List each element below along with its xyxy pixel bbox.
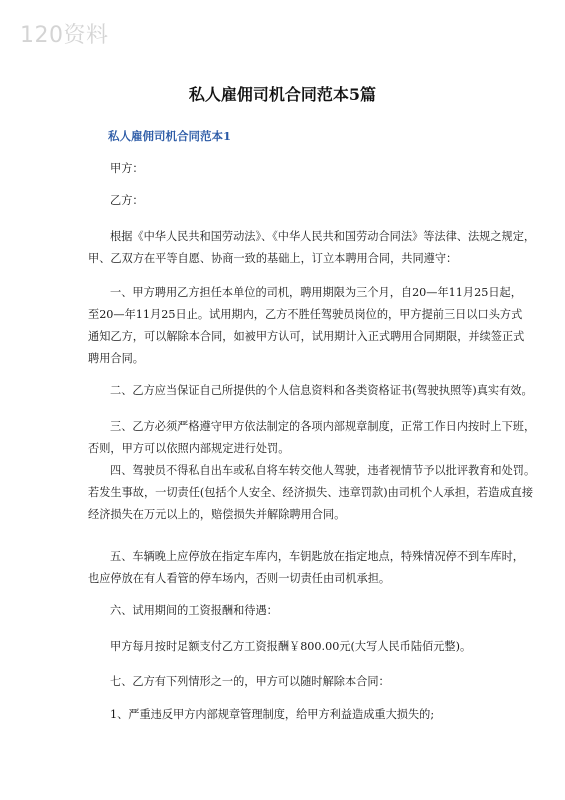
paragraph-line: 五、车辆晚上应停放在指定车库内，车钥匙放在指定地点，特殊情况停不到车库时， bbox=[110, 550, 524, 563]
party-b-line bbox=[88, 190, 488, 212]
paragraph-line: 三、乙方必须严格遵守甲方依法制定的各项内部规章制度，正常工作日内按时上下班， bbox=[110, 420, 536, 433]
paragraph-line: 1、严重违反甲方内部规章管理制度，给甲方利益造成重大损失的; bbox=[110, 708, 435, 721]
party-b-label: 乙方： bbox=[110, 194, 144, 207]
paragraph-line: 否则，甲方可以依照内部规定进行处罚。 bbox=[88, 442, 290, 455]
paragraph-line: 根据《中华人民共和国劳动法》、《中华人民共和国劳动合同法》等法律、法规之规定， bbox=[110, 230, 536, 243]
clause-3-paragraph bbox=[88, 416, 536, 460]
clause-2-paragraph bbox=[88, 380, 533, 402]
paragraph-line: 六、试用期间的工资报酬和待遇： bbox=[110, 604, 278, 617]
clause-6-paragraph bbox=[88, 600, 488, 622]
watermark-logo: 120资料 bbox=[20, 23, 109, 48]
item-1-paragraph bbox=[88, 704, 488, 726]
paragraph-line: 一、甲方聘用乙方担任本单位的司机，聘用期限为三个月，自20—年11月25日起， bbox=[110, 286, 522, 299]
paragraph-line: 四、驾驶员不得私自出车或私自将车转交他人驾驶，违者视情节予以批评教育和处罚。 bbox=[110, 464, 536, 477]
paragraph-line: 经济损失在万元以上的，赔偿损失并解除聘用合同。 bbox=[88, 508, 346, 521]
paragraph-line: 甲方每月按时足额支付乙方工资报酬￥800.00元(大写人民币陆佰元整)。 bbox=[110, 640, 472, 653]
document-subtitle: 私人雇佣司机合同范本1 bbox=[108, 129, 232, 143]
party-a-label: 甲方： bbox=[110, 162, 144, 175]
paragraph-line: 七、乙方有下列情形之一的，甲方可以随时解除本合同： bbox=[110, 675, 390, 688]
paragraph-line: 聘用合同。 bbox=[88, 352, 144, 365]
clause-7-paragraph bbox=[88, 671, 488, 693]
paragraph-line: 二、乙方应当保证自己所提供的个人信息资料和各类资格证书(驾驶执照等)真实有效。 bbox=[110, 384, 533, 397]
paragraph-line: 至20—年11月25日止。试用期内，乙方不胜任驾驶员岗位的，甲方提前三日以口头方式 bbox=[88, 308, 523, 321]
paragraph-line: 也应停放在有人看管的停车场内，否则一切责任由司机承担。 bbox=[88, 572, 391, 585]
paragraph-line: 若发生事故，一切责任(包括个人安全、经济损失、违章罚款)由司机个人承担，若造成直接 bbox=[88, 486, 534, 499]
clause-1-paragraph bbox=[88, 282, 525, 370]
paragraph-line: 甲、乙双方在平等自愿、协商一致的基础上，订立本聘用合同，共同遵守： bbox=[88, 252, 458, 265]
intro-paragraph bbox=[88, 226, 536, 270]
paragraph-line: 通知乙方，可以解除本合同，如被甲方认可，试用期计入正式聘用合同期限，并续签正式 bbox=[88, 330, 525, 343]
clause-5-paragraph bbox=[88, 546, 524, 590]
clause-4-paragraph bbox=[88, 460, 536, 526]
party-a-line bbox=[88, 158, 488, 180]
salary-paragraph bbox=[88, 636, 488, 658]
document-title: 私人雇佣司机合同范本5篇 bbox=[188, 85, 377, 104]
